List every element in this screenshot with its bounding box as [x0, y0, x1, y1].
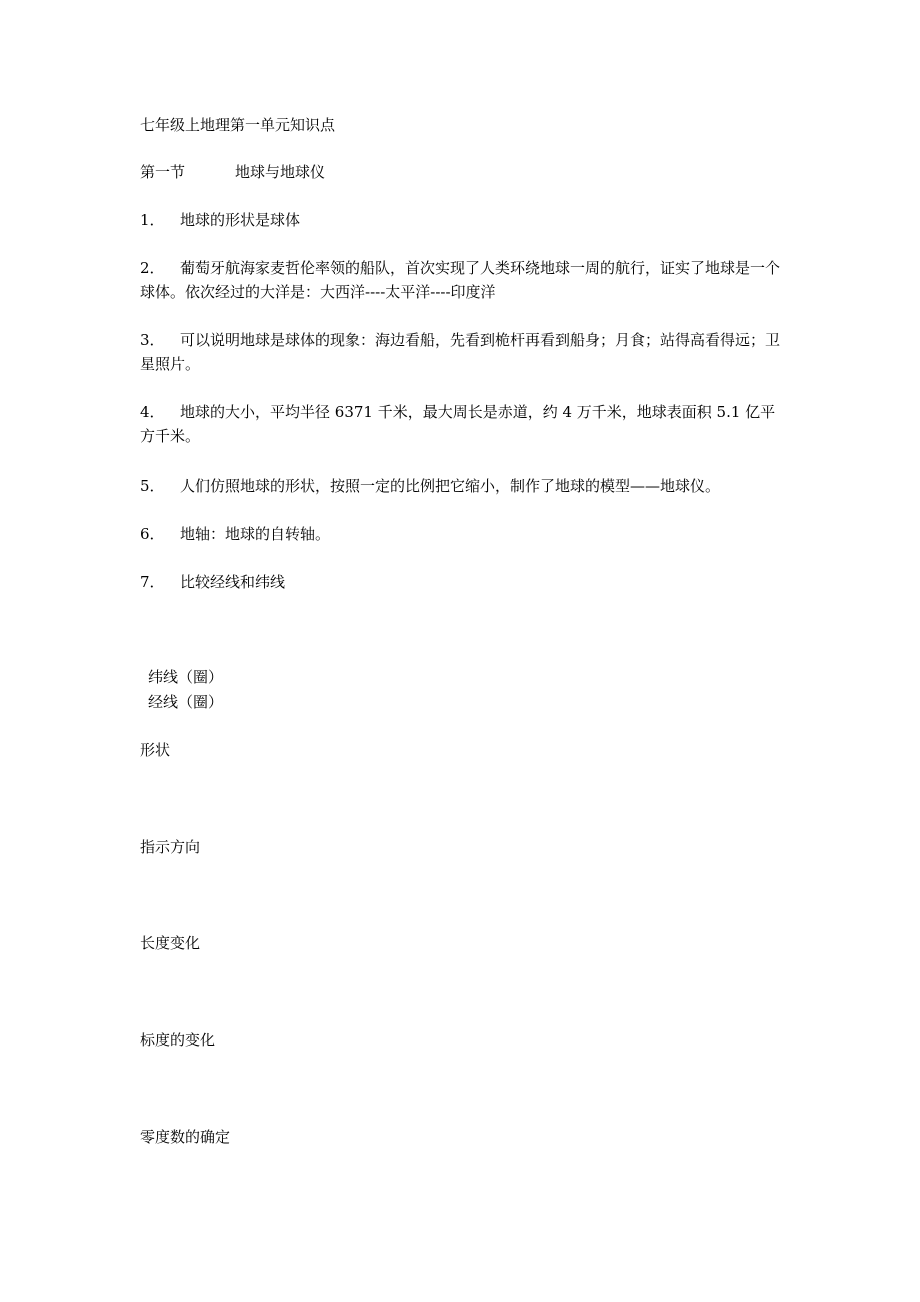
list-item [140, 208, 300, 232]
list-item [140, 474, 720, 498]
document-title: 七年级上地理第一单元知识点 [140, 116, 336, 134]
item-number: 2． [140, 259, 165, 277]
item-number: 7． [140, 573, 165, 591]
item-number: 4． [140, 403, 165, 421]
table-row-label: 指示方向 [140, 838, 201, 856]
item-text: 人们仿照地球的形状，按照一定的比例把它缩小，制作了地球的模型——地球仪。 [180, 477, 721, 495]
section-heading [140, 160, 325, 184]
list-item [140, 570, 285, 594]
item-number: 3． [140, 331, 165, 349]
table-row-label: 零度数的确定 [140, 1128, 231, 1146]
item-number: 1． [140, 211, 165, 229]
section-title: 地球与地球仪 [235, 163, 326, 181]
item-text: 可以说明地球是球体的现象：海边看船，先看到桅杆再看到船身；月食；站得高看得远；卫星照片。 [140, 331, 781, 373]
table-row-label: 标度的变化 [140, 1031, 216, 1049]
item-text: 地球的形状是球体 [180, 211, 301, 229]
table-row-label: 长度变化 [140, 934, 201, 952]
list-item [140, 522, 330, 546]
list-item [140, 328, 790, 376]
table-column-header: 纬线（圈） [148, 668, 224, 686]
item-text: 葡萄牙航海家麦哲伦率领的船队，首次实现了人类环绕地球一周的航行，证实了地球是一个球体。依次经过的大洋是：大西洋----太平洋----印度洋 [140, 259, 781, 301]
list-item [140, 400, 790, 448]
section-label: 第一节 [140, 163, 186, 181]
item-text: 地球的大小，平均半径 6371 千米，最大周长是赤道，约 4 万千米，地球表面积 5.1 亿平方千米。 [140, 403, 776, 445]
item-text: 地轴：地球的自转轴。 [180, 525, 331, 543]
table-column-header: 经线（圈） [148, 693, 224, 711]
item-text: 比较经线和纬线 [180, 573, 286, 591]
item-number: 5． [140, 477, 165, 495]
list-item [140, 256, 790, 304]
item-number: 6． [140, 525, 165, 543]
table-row-label: 形状 [140, 741, 171, 759]
